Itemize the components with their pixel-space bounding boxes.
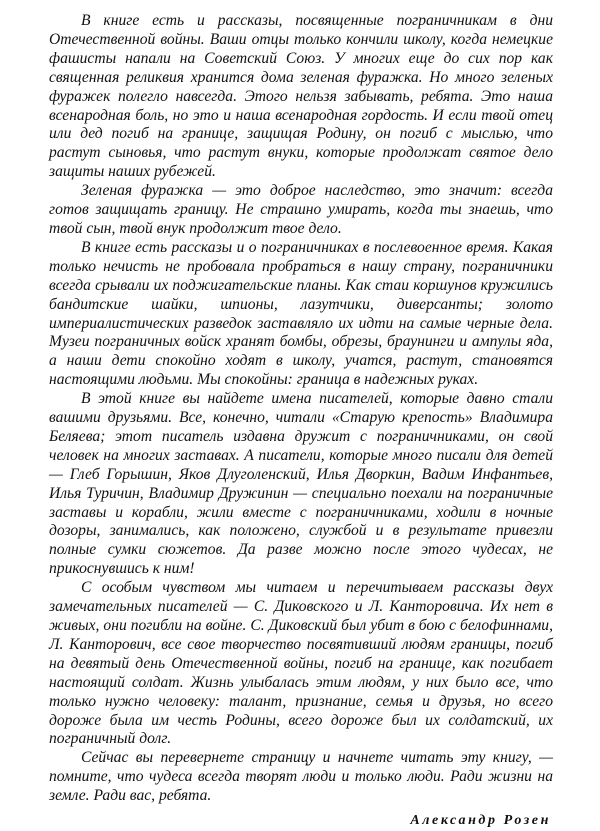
paragraph-1: В книге есть и рассказы, посвященные пограничникам в дни Отечественной войны. Ваши отцы только кончили школу, когда немецкие фашисты напали на Советский Союз. У многих еще до сих пор как священная реликвия хранится дома зеленая фуражка. Но много зеленых фуражек полегло навсегда. Этого нельзя забывать, ребята. Это наша всенародная боль, но это и наша всенародная гордость. И если твой отец или дед погиб на границе, защищая Родину, он погиб с мыслью, что растут сыновья, что растут внуки, которые продолжат святое дело защиты наших рубежей. [49, 12, 553, 181]
document-page [49, 12, 553, 831]
paragraph-3: В книге есть рассказы и о пограничниках в послевоенное время. Какая только нечисть не пробовала пробраться в нашу страну, пограничники всегда срывали их поджигательские планы. Как стаи коршунов кружились бандитские шайки, шпионы, лазутчики, диверсанты; золото империалистических разведок заставляло их идти на самые черные дела. Музеи пограничных войск хранят бомбы, обрезы, браунинги и ампулы яда, а наши дети спокойно ходят в школу, учатся, растут, становятся настоящими людьми. Мы спокойны: граница в надежных руках. [49, 238, 553, 389]
author-signature: Александр Розен [410, 813, 551, 829]
paragraph-4: В этой книге вы найдете имена писателей, которые давно стали вашими друзьями. Все, конечно, читали «Старую крепость» Владимира Беляева; этот писатель издавна дружит с пограничниками, он свой человек на многих заставах. А писатели, которые много писали для детей — Глеб Горышин, Яков Длуголенский, Илья Дворкин, Вадим Инфантьев, Илья Туричин, Владимир Дружинин — специально поехали на пограничные заставы и корабли, жили вместе с пограничниками, ходили в ночные дозоры, занимались, как положено, службой и в результате привезли полные сумки сюжетов. Да разве можно после этого чудесах, не прикоснувшись к ним! [49, 390, 553, 578]
paragraph-2: Зеленая фуражка — это доброе наследство, это значит: всегда готов защищать границу. Не страшно умирать, когда ты знаешь, что твой сын, твой внук продолжит твое дело. [49, 182, 553, 237]
paragraph-5: С особым чувством мы читаем и перечитываем рассказы двух замечательных писателей — С. Диковского и Л. Канторовича. Их нет в живых, они погибли на войне. С. Диковский был убит в бою с белофиннами, Л. Канторович, все свое творчество посвятивший людям границы, погиб на девятый день Отечественной войны, погиб на границе, как погибает настоящий солдат. Жизнь улыбалась этим людям, у них было все, что только нужно человеку: талант, признание, семья и друзья, но всего дороже была им честь Родины, всего дороже был их солдатский, их пограничный долг. [49, 579, 553, 748]
paragraph-6: Сейчас вы перевернете страницу и начнете читать эту книгу, — помните, что чудеса всегда творят люди и только люди. Ради жизни на земле. Ради вас, ребята. [49, 749, 553, 805]
